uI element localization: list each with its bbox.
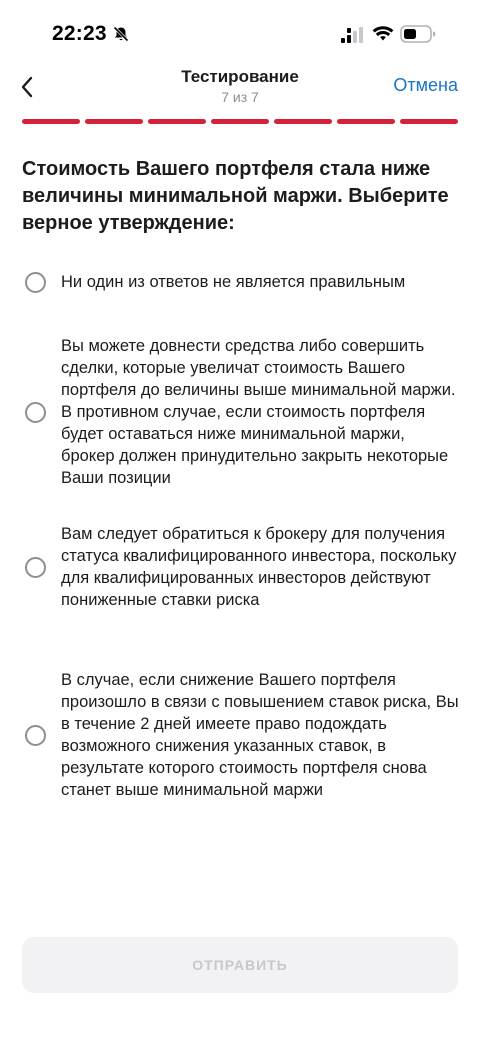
progress-segment <box>337 119 395 124</box>
answer-option-3[interactable] <box>22 523 462 611</box>
answer-option-4[interactable] <box>22 669 462 801</box>
progress-segment <box>400 119 458 124</box>
progress-segment <box>148 119 206 124</box>
radio-button[interactable] <box>25 557 46 578</box>
page-title: Тестирование <box>181 67 299 86</box>
radio-button[interactable] <box>25 402 46 423</box>
bell-muted-icon <box>112 25 130 43</box>
status-bar <box>0 0 480 64</box>
answer-option-label: Ни один из ответов не является правильным <box>61 273 406 291</box>
radio-button[interactable] <box>25 272 46 293</box>
submit-button[interactable]: ОТПРАВИТЬ <box>22 937 458 993</box>
progress-segment <box>274 119 332 124</box>
progress-bar <box>22 119 458 124</box>
signal-icon <box>340 27 364 43</box>
nav-header <box>0 64 480 116</box>
answer-option-label: Вам следует обратиться к брокеру для получения статуса квалифицированного инвестора, поскольку для квалифицированных инвесторов действуют пониженные ставки риска <box>61 525 457 609</box>
question-text: Стоимость Вашего портфеля стала ниже величины минимальной маржи. Выберите верное утверждение: <box>22 158 449 234</box>
answer-option-2[interactable] <box>22 335 462 489</box>
answer-option-1[interactable] <box>22 271 462 293</box>
radio-button[interactable] <box>25 725 46 746</box>
battery-icon <box>400 25 436 43</box>
wifi-icon <box>372 24 394 42</box>
status-time: 22:23 <box>52 22 107 45</box>
progress-segment <box>22 119 80 124</box>
step-counter: 7 из 7 <box>221 89 259 105</box>
answer-option-label: В случае, если снижение Вашего портфеля произошло в связи с повышением ставок риска, Вы в течение 2 дней имеете право подождать возможного снижения указанных ставок, в результате которого стоимость портфеля снова станет выше минимальной маржи <box>61 671 459 799</box>
cancel-button[interactable]: Отмена <box>393 75 458 95</box>
progress-segment <box>211 119 269 124</box>
progress-segment <box>85 119 143 124</box>
answer-option-label: Вы можете довнести средства либо совершить сделки, которые увеличат стоимость Вашего портфеля до величины выше минимальной маржи. В противном случае, если стоимость портфеля будет оставаться ниже минимальной маржи, брокер должен принудительно закрыть некоторые Ваши позиции <box>61 337 456 487</box>
